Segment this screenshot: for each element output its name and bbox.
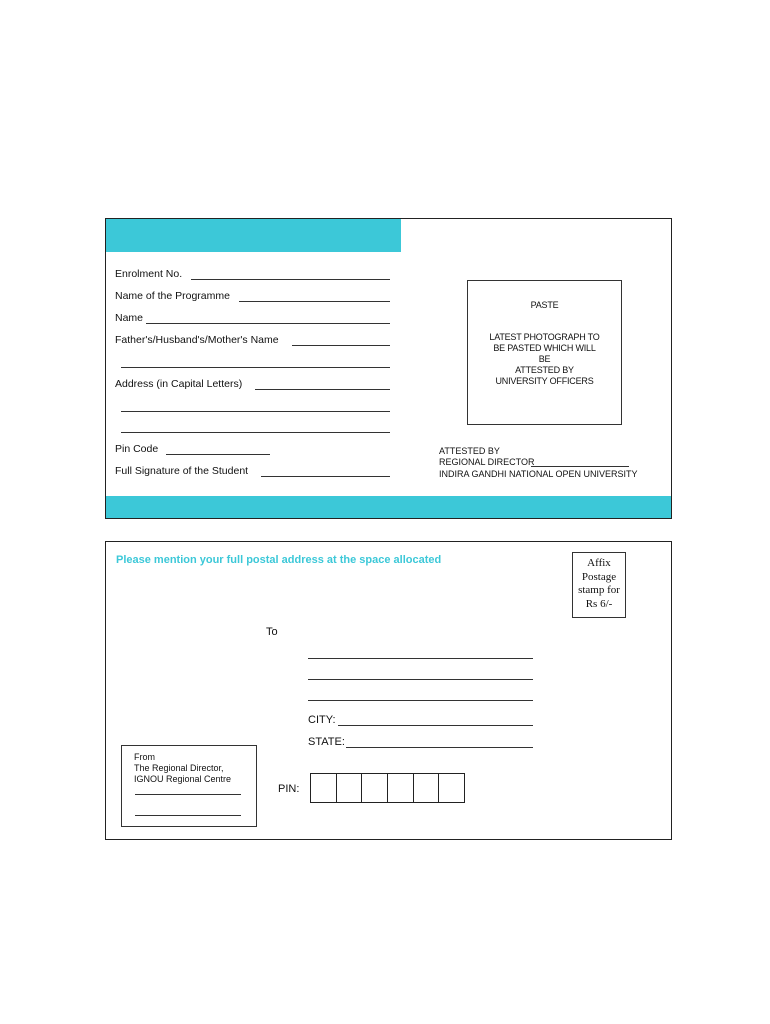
photo-instruction-line-4: ATTESTED BY xyxy=(515,365,574,375)
pin-digit-box[interactable] xyxy=(362,774,388,802)
father-name-label: Father's/Husband's/Mother's Name xyxy=(115,334,279,346)
from-line-3: IGNOU Regional Centre xyxy=(134,774,232,784)
from-line-2: The Regional Director, xyxy=(134,763,224,773)
address-field-line-3[interactable] xyxy=(121,432,390,433)
address-field[interactable] xyxy=(255,389,390,390)
address-line-1[interactable] xyxy=(308,658,533,659)
city-label: CITY: xyxy=(308,714,336,726)
stamp-line-1: Affix xyxy=(587,557,611,569)
programme-label: Name of the Programme xyxy=(115,290,230,302)
to-label: To xyxy=(266,626,278,638)
address-line-2[interactable] xyxy=(308,679,533,680)
pin-code-label: Pin Code xyxy=(115,443,159,455)
photo-title: PASTE xyxy=(530,300,559,310)
enrolment-field[interactable] xyxy=(191,279,390,280)
pin-boxes xyxy=(310,773,465,803)
signature-label: Full Signature of the Student xyxy=(115,465,249,477)
postal-card xyxy=(105,541,672,840)
photo-instruction-line-2: BE PASTED WHICH WILL xyxy=(493,343,596,353)
pin-digit-box[interactable] xyxy=(439,774,464,802)
photo-instruction-line-3: BE xyxy=(538,354,551,364)
regional-director-signature-field[interactable] xyxy=(531,466,629,467)
enrolment-label: Enrolment No. xyxy=(115,268,183,280)
programme-field[interactable] xyxy=(239,301,390,302)
stamp-line-2: Postage xyxy=(581,570,617,583)
signature-field[interactable] xyxy=(261,476,390,477)
address-field-line-2[interactable] xyxy=(121,411,390,412)
from-address-field-2[interactable] xyxy=(135,815,241,816)
address-line-3[interactable] xyxy=(308,700,533,701)
city-field[interactable] xyxy=(338,725,533,726)
attested-by-label: ATTESTED BY xyxy=(439,446,500,456)
pin-digit-box[interactable] xyxy=(388,774,414,802)
top-accent-band xyxy=(106,219,401,252)
pin-label: PIN: xyxy=(278,783,300,795)
name-field[interactable] xyxy=(146,323,390,324)
id-card-form xyxy=(105,218,672,519)
father-name-field[interactable] xyxy=(292,345,390,346)
pin-code-field[interactable] xyxy=(166,454,270,455)
bottom-accent-band xyxy=(106,496,671,518)
photo-paste-box[interactable] xyxy=(467,280,622,425)
stamp-line-4: Rs 6/- xyxy=(585,597,613,610)
address-label: Address (in Capital Letters) xyxy=(115,378,243,390)
pin-digit-box[interactable] xyxy=(414,774,440,802)
regional-director-label: REGIONAL DIRECTOR xyxy=(439,457,535,467)
from-address-field-1[interactable] xyxy=(135,794,241,795)
father-name-field-continued[interactable] xyxy=(121,367,390,368)
state-field[interactable] xyxy=(346,747,533,748)
name-label: Name xyxy=(115,312,144,324)
from-label: From xyxy=(134,752,155,762)
pin-digit-box[interactable] xyxy=(337,774,363,802)
stamp-line-3: stamp for xyxy=(578,584,620,596)
pin-digit-box[interactable] xyxy=(311,774,337,802)
photo-instruction-line-5: UNIVERSITY OFFICERS xyxy=(495,376,594,386)
postage-stamp-box xyxy=(572,552,626,618)
postal-instruction: Please mention your full postal address at the space allocated xyxy=(116,554,442,566)
photo-instruction-line-1: LATEST PHOTOGRAPH TO xyxy=(489,332,600,342)
state-label: STATE: xyxy=(308,736,345,748)
university-name-label: INDIRA GANDHI NATIONAL OPEN UNIVERSITY xyxy=(439,469,638,479)
